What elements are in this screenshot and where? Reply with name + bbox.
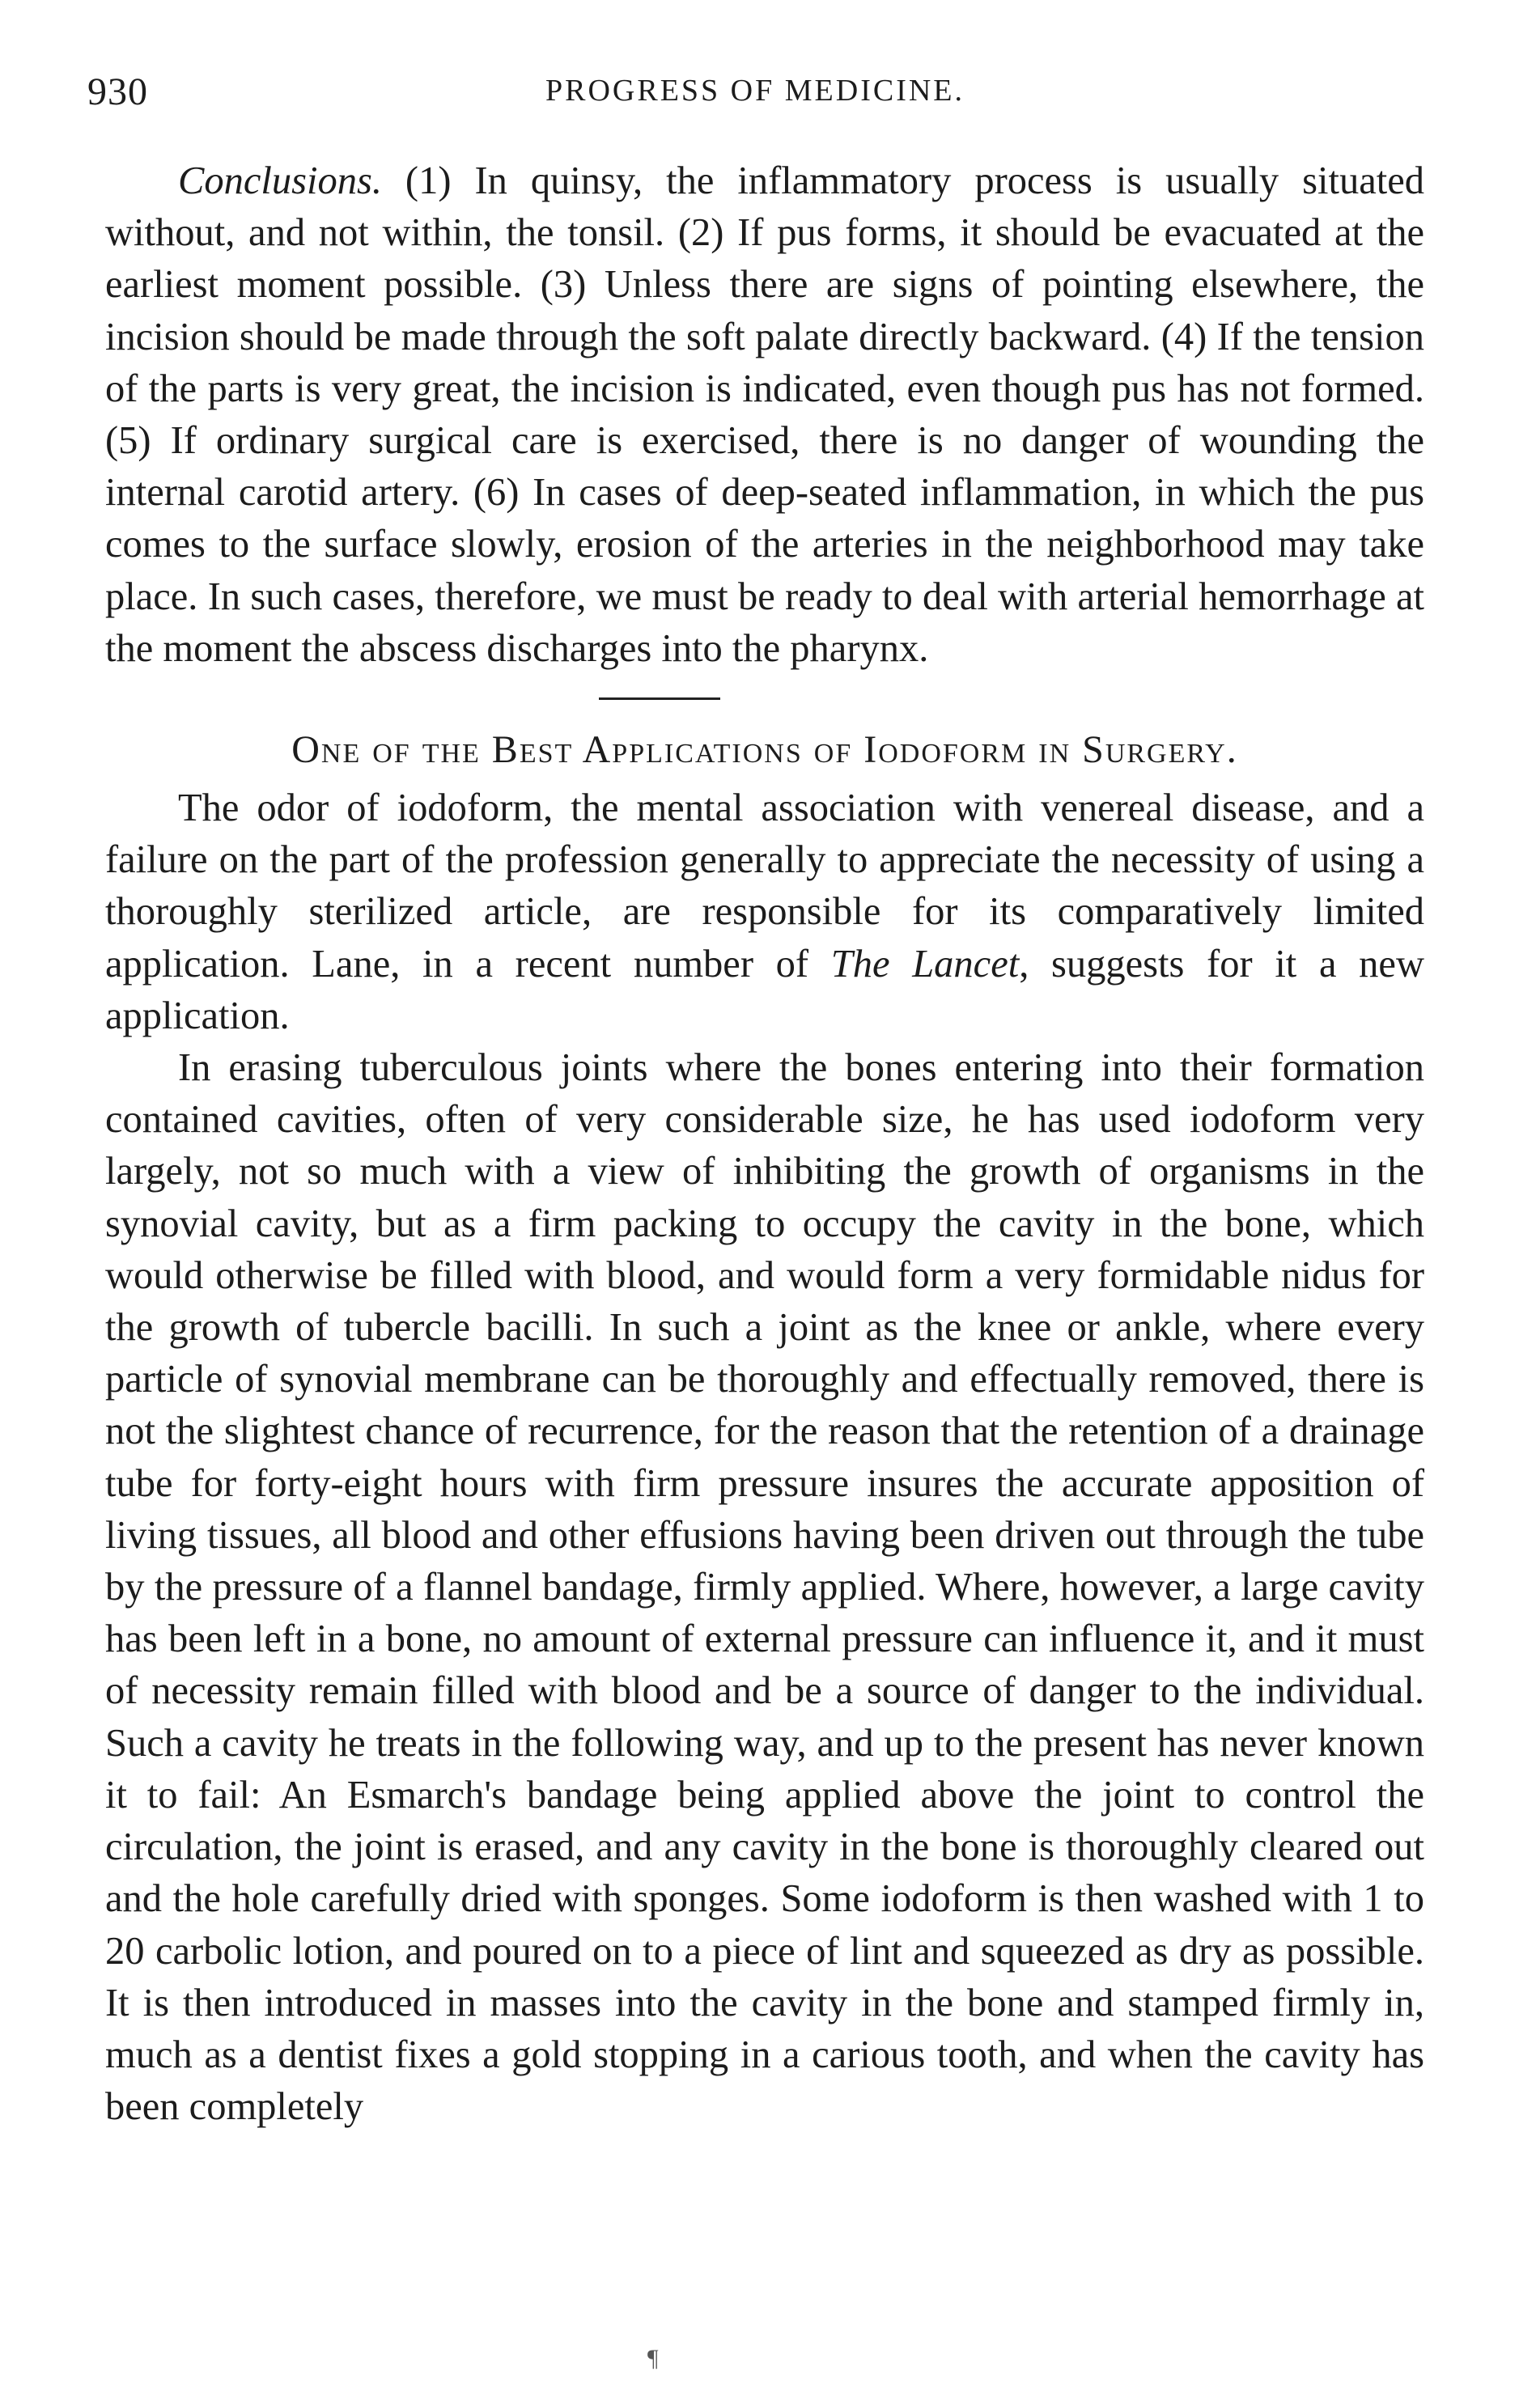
conclusions-text: (1) In quinsy, the inflammatory process is usually situated without, and not within, the tonsil. (2) If pus forms, it should be evacuated at the earliest moment possible. (3) Unless there are signs of pointing elsewhere, the incision should be made through the soft palate directly backward. (4) If the tension of the parts is very great, the incision is indicated, even though pus has not formed. (5) If ordinary surgical care is exercised, there is no danger of wounding the internal carotid artery. (6) In cases of deep-seated inflammation, in which the pus comes to the surface slowly, erosion of the arteries in the neighborhood may take place. In such cases, therefore, we must be ready to deal with arterial hemorrhage at the moment the abscess discharges into the pharynx. xyxy=(105,159,1424,670)
section-divider xyxy=(599,697,720,700)
paragraph-intro-end: , suggests for it a new application. xyxy=(105,942,1424,1037)
paragraph-intro-text: The odor of iodoform, the mental association with venereal disease, and a failure on the part of the profession generally to appreciate the necessity of using a thoroughly sterilized article, are responsible for its comparatively limited application. Lane, in a recent number of xyxy=(105,786,1424,986)
running-title: PROGRESS OF MEDICINE. xyxy=(545,74,965,108)
journal-title: The Lancet xyxy=(830,942,1020,986)
paragraph-method: In erasing tuberculous joints where the bones entering into their formation contained cavities, often of very considerable size, he has used iodoform very largely, not so much with a view of inhibiting the growth of organisms in the synovial cavity, but as a firm packing to occupy the cavity in the bone, which would otherwise be filled with blood, and would form a very formidable nidus for the growth of tubercle bacilli. In such a joint as the knee or ankle, where every particle of synovial membrane can be thoroughly and effectually removed, there is not the slightest chance of recurrence, for the reason that the retention of a drainage tube for forty-eight hours with firm pressure insures the accurate apposition of living tissues, all blood and other effusions having been driven out through the tube by the pressure of a flannel bandage, firmly applied. Where, however, a large cavity has been left in a bone, no amount of external pressure can influence it, and it must of necessity remain filled with blood and be a source of danger to the individual. Such a cavity he treats in the following way, and up to the present has never known it to fail: An Esmarch's bandage being applied above the joint to control the circulation, the joint is erased, and any cavity in the bone is thoroughly cleared out and the hole carefully dried with sponges. Some iodoform is then washed with 1 to 20 carbolic lotion, and poured on to a piece of lint and squeezed as dry as possible. It is then introduced in masses into the cavity in the bone and stamped firmly in, much as a dentist fixes a gold stopping in a carious tooth, and when the cavity has been completely xyxy=(105,1046,1424,2129)
running-header xyxy=(87,70,1423,118)
conclusions-label: Conclusions. xyxy=(178,159,382,202)
signature-mark: ¶ xyxy=(647,2345,659,2372)
body-text xyxy=(105,155,1424,2133)
conclusions-paragraph xyxy=(105,155,1424,675)
section-title: One of the Best Applications of Iodoform in Surgery. xyxy=(291,728,1238,772)
page-number: 930 xyxy=(87,70,148,113)
paragraph-intro xyxy=(105,782,1424,1042)
